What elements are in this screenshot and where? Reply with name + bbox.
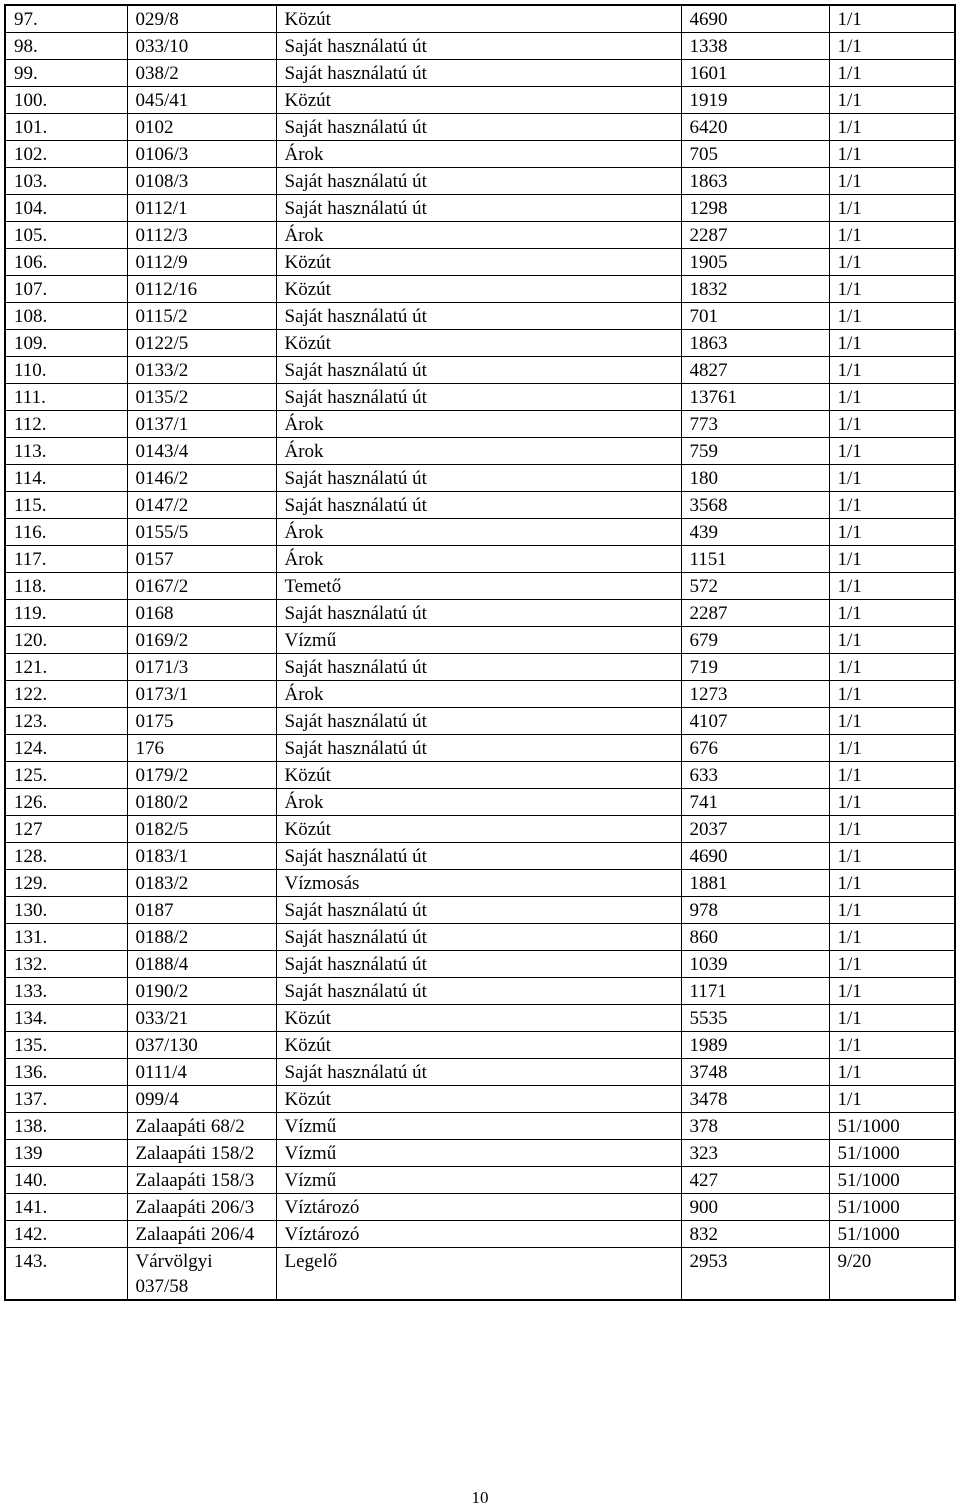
area-cell: 5535: [681, 1005, 829, 1032]
ownership-share-cell: 1/1: [829, 411, 955, 438]
ownership-share-cell: 1/1: [829, 816, 955, 843]
parcel-id-cell: 0188/2: [127, 924, 276, 951]
land-use-cell: Közút: [276, 249, 681, 276]
land-use-cell: Saját használatú út: [276, 1059, 681, 1086]
parcel-id-cell: 0122/5: [127, 330, 276, 357]
land-use-cell: Közút: [276, 816, 681, 843]
table-row: [5, 627, 955, 654]
row-number-cell: 113.: [5, 438, 127, 465]
table-row: [5, 1221, 955, 1248]
parcel-table: [4, 4, 956, 1301]
area-cell: 323: [681, 1140, 829, 1167]
parcel-id-cell: 0157: [127, 546, 276, 573]
ownership-share-cell: 51/1000: [829, 1113, 955, 1140]
area-cell: 1919: [681, 87, 829, 114]
row-number-cell: 117.: [5, 546, 127, 573]
ownership-share-cell: 51/1000: [829, 1140, 955, 1167]
area-cell: 4690: [681, 843, 829, 870]
area-cell: 4827: [681, 357, 829, 384]
land-use-cell: Legelő: [276, 1248, 681, 1301]
parcel-id-cell: 0147/2: [127, 492, 276, 519]
land-use-cell: Közút: [276, 87, 681, 114]
area-cell: 3478: [681, 1086, 829, 1113]
table-row: [5, 168, 955, 195]
table-row: [5, 465, 955, 492]
land-use-cell: Árok: [276, 681, 681, 708]
area-cell: 427: [681, 1167, 829, 1194]
table-row: [5, 303, 955, 330]
row-number-cell: 108.: [5, 303, 127, 330]
row-number-cell: 99.: [5, 60, 127, 87]
table-row: [5, 114, 955, 141]
table-row: [5, 762, 955, 789]
land-use-cell: Árok: [276, 141, 681, 168]
ownership-share-cell: 1/1: [829, 33, 955, 60]
table-row: [5, 546, 955, 573]
table-row: [5, 519, 955, 546]
land-use-cell: Saját használatú út: [276, 33, 681, 60]
ownership-share-cell: 1/1: [829, 573, 955, 600]
row-number-cell: 118.: [5, 573, 127, 600]
land-use-cell: Közút: [276, 1005, 681, 1032]
row-number-cell: 129.: [5, 870, 127, 897]
parcel-id-cell: Zalaapáti 206/4: [127, 1221, 276, 1248]
ownership-share-cell: 1/1: [829, 654, 955, 681]
parcel-id-cell: 0112/16: [127, 276, 276, 303]
ownership-share-cell: 1/1: [829, 60, 955, 87]
area-cell: 900: [681, 1194, 829, 1221]
land-use-cell: Saját használatú út: [276, 114, 681, 141]
table-row: [5, 276, 955, 303]
area-cell: 1273: [681, 681, 829, 708]
parcel-id-cell: Várvölgyi 037/58: [127, 1248, 276, 1301]
parcel-id-cell: 0190/2: [127, 978, 276, 1005]
ownership-share-cell: 1/1: [829, 87, 955, 114]
row-number-cell: 111.: [5, 384, 127, 411]
land-use-cell: Saját használatú út: [276, 708, 681, 735]
row-number-cell: 114.: [5, 465, 127, 492]
parcel-id-cell: 0143/4: [127, 438, 276, 465]
land-use-cell: Temető: [276, 573, 681, 600]
ownership-share-cell: 1/1: [829, 735, 955, 762]
area-cell: 4690: [681, 5, 829, 33]
area-cell: 572: [681, 573, 829, 600]
land-use-cell: Saját használatú út: [276, 303, 681, 330]
table-row: [5, 816, 955, 843]
table-row: [5, 1194, 955, 1221]
land-use-cell: Árok: [276, 789, 681, 816]
ownership-share-cell: 1/1: [829, 924, 955, 951]
ownership-share-cell: 1/1: [829, 384, 955, 411]
area-cell: 679: [681, 627, 829, 654]
area-cell: 978: [681, 897, 829, 924]
area-cell: 13761: [681, 384, 829, 411]
area-cell: 1338: [681, 33, 829, 60]
land-use-cell: Árok: [276, 519, 681, 546]
table-row: [5, 330, 955, 357]
row-number-cell: 121.: [5, 654, 127, 681]
ownership-share-cell: 1/1: [829, 303, 955, 330]
ownership-share-cell: 9/20: [829, 1248, 955, 1301]
area-cell: 2037: [681, 816, 829, 843]
table-row: [5, 438, 955, 465]
parcel-id-cell: 0179/2: [127, 762, 276, 789]
area-cell: 3748: [681, 1059, 829, 1086]
land-use-cell: Saját használatú út: [276, 195, 681, 222]
table-row: [5, 195, 955, 222]
parcel-id-cell: 029/8: [127, 5, 276, 33]
table-row: [5, 411, 955, 438]
parcel-id-cell: 0155/5: [127, 519, 276, 546]
ownership-share-cell: 1/1: [829, 5, 955, 33]
table-row: [5, 384, 955, 411]
area-cell: 439: [681, 519, 829, 546]
table-row: [5, 249, 955, 276]
land-use-cell: Saját használatú út: [276, 384, 681, 411]
area-cell: 676: [681, 735, 829, 762]
land-use-cell: Saját használatú út: [276, 735, 681, 762]
ownership-share-cell: 1/1: [829, 330, 955, 357]
table-row: [5, 1086, 955, 1113]
land-use-cell: Árok: [276, 222, 681, 249]
parcel-id-cell: 0175: [127, 708, 276, 735]
parcel-table-body: [5, 5, 955, 1300]
ownership-share-cell: 1/1: [829, 168, 955, 195]
row-number-cell: 126.: [5, 789, 127, 816]
parcel-id-cell: 0108/3: [127, 168, 276, 195]
row-number-cell: 100.: [5, 87, 127, 114]
land-use-cell: Vízmű: [276, 1113, 681, 1140]
area-cell: 2287: [681, 222, 829, 249]
area-cell: 2287: [681, 600, 829, 627]
row-number-cell: 119.: [5, 600, 127, 627]
ownership-share-cell: 1/1: [829, 897, 955, 924]
table-row: [5, 708, 955, 735]
row-number-cell: 136.: [5, 1059, 127, 1086]
table-row: [5, 60, 955, 87]
ownership-share-cell: 1/1: [829, 789, 955, 816]
row-number-cell: 105.: [5, 222, 127, 249]
parcel-id-cell: 037/130: [127, 1032, 276, 1059]
land-use-cell: Saját használatú út: [276, 492, 681, 519]
row-number-cell: 130.: [5, 897, 127, 924]
parcel-id-cell: 0137/1: [127, 411, 276, 438]
ownership-share-cell: 1/1: [829, 1059, 955, 1086]
table-row: [5, 1059, 955, 1086]
document-page: [4, 4, 954, 1301]
parcel-id-cell: 033/21: [127, 1005, 276, 1032]
row-number-cell: 127: [5, 816, 127, 843]
ownership-share-cell: 1/1: [829, 114, 955, 141]
table-row: [5, 33, 955, 60]
row-number-cell: 116.: [5, 519, 127, 546]
row-number-cell: 107.: [5, 276, 127, 303]
land-use-cell: Vízmosás: [276, 870, 681, 897]
parcel-id-cell: 0171/3: [127, 654, 276, 681]
table-row: [5, 573, 955, 600]
parcel-id-cell: 176: [127, 735, 276, 762]
row-number-cell: 143.: [5, 1248, 127, 1301]
table-row: [5, 924, 955, 951]
parcel-id-cell: 0168: [127, 600, 276, 627]
land-use-cell: Saját használatú út: [276, 924, 681, 951]
table-row: [5, 1005, 955, 1032]
land-use-cell: Közút: [276, 276, 681, 303]
area-cell: 2953: [681, 1248, 829, 1301]
land-use-cell: Saját használatú út: [276, 978, 681, 1005]
area-cell: 1298: [681, 195, 829, 222]
table-row: [5, 1248, 955, 1301]
parcel-id-cell: 0112/1: [127, 195, 276, 222]
area-cell: 180: [681, 465, 829, 492]
area-cell: 759: [681, 438, 829, 465]
ownership-share-cell: 51/1000: [829, 1167, 955, 1194]
row-number-cell: 132.: [5, 951, 127, 978]
table-row: [5, 870, 955, 897]
land-use-cell: Vízmű: [276, 1140, 681, 1167]
parcel-id-cell: 0102: [127, 114, 276, 141]
row-number-cell: 106.: [5, 249, 127, 276]
land-use-cell: Saját használatú út: [276, 897, 681, 924]
land-use-cell: Vízmű: [276, 1167, 681, 1194]
ownership-share-cell: 1/1: [829, 357, 955, 384]
row-number-cell: 123.: [5, 708, 127, 735]
table-row: [5, 1113, 955, 1140]
parcel-id-cell: 0111/4: [127, 1059, 276, 1086]
row-number-cell: 133.: [5, 978, 127, 1005]
table-row: [5, 951, 955, 978]
ownership-share-cell: 1/1: [829, 519, 955, 546]
area-cell: 773: [681, 411, 829, 438]
row-number-cell: 120.: [5, 627, 127, 654]
parcel-id-cell: 0106/3: [127, 141, 276, 168]
ownership-share-cell: 1/1: [829, 1032, 955, 1059]
table-row: [5, 87, 955, 114]
area-cell: 701: [681, 303, 829, 330]
table-row: [5, 897, 955, 924]
area-cell: 860: [681, 924, 829, 951]
land-use-cell: Árok: [276, 546, 681, 573]
parcel-id-cell: 0135/2: [127, 384, 276, 411]
ownership-share-cell: 1/1: [829, 546, 955, 573]
parcel-id-cell: 0187: [127, 897, 276, 924]
row-number-cell: 140.: [5, 1167, 127, 1194]
area-cell: 1863: [681, 168, 829, 195]
row-number-cell: 134.: [5, 1005, 127, 1032]
ownership-share-cell: 1/1: [829, 438, 955, 465]
ownership-share-cell: 1/1: [829, 708, 955, 735]
parcel-id-cell: 0112/9: [127, 249, 276, 276]
parcel-id-cell: 0115/2: [127, 303, 276, 330]
row-number-cell: 110.: [5, 357, 127, 384]
area-cell: 832: [681, 1221, 829, 1248]
ownership-share-cell: 1/1: [829, 195, 955, 222]
parcel-id-cell: 045/41: [127, 87, 276, 114]
ownership-share-cell: 1/1: [829, 492, 955, 519]
land-use-cell: Saját használatú út: [276, 654, 681, 681]
land-use-cell: Saját használatú út: [276, 465, 681, 492]
parcel-id-cell: 0167/2: [127, 573, 276, 600]
ownership-share-cell: 1/1: [829, 843, 955, 870]
table-row: [5, 141, 955, 168]
parcel-id-cell: Zalaapáti 206/3: [127, 1194, 276, 1221]
row-number-cell: 139: [5, 1140, 127, 1167]
ownership-share-cell: 1/1: [829, 600, 955, 627]
ownership-share-cell: 1/1: [829, 762, 955, 789]
land-use-cell: Saját használatú út: [276, 843, 681, 870]
row-number-cell: 97.: [5, 5, 127, 33]
row-number-cell: 104.: [5, 195, 127, 222]
table-row: [5, 5, 955, 33]
table-row: [5, 654, 955, 681]
land-use-cell: Közút: [276, 1032, 681, 1059]
table-row: [5, 222, 955, 249]
ownership-share-cell: 1/1: [829, 951, 955, 978]
row-number-cell: 98.: [5, 33, 127, 60]
area-cell: 1989: [681, 1032, 829, 1059]
parcel-id-cell: 038/2: [127, 60, 276, 87]
area-cell: 1832: [681, 276, 829, 303]
parcel-id-cell: 0188/4: [127, 951, 276, 978]
parcel-id-cell: 0182/5: [127, 816, 276, 843]
land-use-cell: Árok: [276, 438, 681, 465]
row-number-cell: 102.: [5, 141, 127, 168]
land-use-cell: Saját használatú út: [276, 168, 681, 195]
ownership-share-cell: 51/1000: [829, 1221, 955, 1248]
table-row: [5, 681, 955, 708]
area-cell: 705: [681, 141, 829, 168]
land-use-cell: Víztározó: [276, 1221, 681, 1248]
area-cell: 741: [681, 789, 829, 816]
page-number: 10: [471, 1488, 489, 1507]
parcel-id-cell: Zalaapáti 158/2: [127, 1140, 276, 1167]
ownership-share-cell: 1/1: [829, 627, 955, 654]
row-number-cell: 142.: [5, 1221, 127, 1248]
area-cell: 6420: [681, 114, 829, 141]
ownership-share-cell: 1/1: [829, 141, 955, 168]
land-use-cell: Saját használatú út: [276, 357, 681, 384]
table-row: [5, 1167, 955, 1194]
land-use-cell: Közút: [276, 762, 681, 789]
table-row: [5, 357, 955, 384]
land-use-cell: Saját használatú út: [276, 951, 681, 978]
land-use-cell: Saját használatú út: [276, 60, 681, 87]
row-number-cell: 112.: [5, 411, 127, 438]
table-row: [5, 492, 955, 519]
row-number-cell: 138.: [5, 1113, 127, 1140]
land-use-cell: Saját használatú út: [276, 600, 681, 627]
area-cell: 633: [681, 762, 829, 789]
parcel-id-cell: 0112/3: [127, 222, 276, 249]
parcel-id-cell: 0173/1: [127, 681, 276, 708]
ownership-share-cell: 1/1: [829, 249, 955, 276]
parcel-id-cell: 0146/2: [127, 465, 276, 492]
area-cell: 1151: [681, 546, 829, 573]
parcel-id-cell: Zalaapáti 158/3: [127, 1167, 276, 1194]
area-cell: 378: [681, 1113, 829, 1140]
ownership-share-cell: 1/1: [829, 222, 955, 249]
parcel-id-cell: 0169/2: [127, 627, 276, 654]
ownership-share-cell: 1/1: [829, 465, 955, 492]
table-row: [5, 789, 955, 816]
area-cell: 1039: [681, 951, 829, 978]
parcel-id-cell: 033/10: [127, 33, 276, 60]
area-cell: 719: [681, 654, 829, 681]
area-cell: 1881: [681, 870, 829, 897]
parcel-id-cell: 0183/2: [127, 870, 276, 897]
row-number-cell: 109.: [5, 330, 127, 357]
parcel-id-cell: 0133/2: [127, 357, 276, 384]
row-number-cell: 124.: [5, 735, 127, 762]
land-use-cell: Víztározó: [276, 1194, 681, 1221]
area-cell: 3568: [681, 492, 829, 519]
area-cell: 1171: [681, 978, 829, 1005]
row-number-cell: 125.: [5, 762, 127, 789]
row-number-cell: 122.: [5, 681, 127, 708]
table-row: [5, 735, 955, 762]
ownership-share-cell: 51/1000: [829, 1194, 955, 1221]
table-row: [5, 1032, 955, 1059]
parcel-id-cell: 099/4: [127, 1086, 276, 1113]
ownership-share-cell: 1/1: [829, 870, 955, 897]
row-number-cell: 135.: [5, 1032, 127, 1059]
ownership-share-cell: 1/1: [829, 1005, 955, 1032]
ownership-share-cell: 1/1: [829, 1086, 955, 1113]
ownership-share-cell: 1/1: [829, 681, 955, 708]
row-number-cell: 131.: [5, 924, 127, 951]
ownership-share-cell: 1/1: [829, 276, 955, 303]
land-use-cell: Vízmű: [276, 627, 681, 654]
land-use-cell: Árok: [276, 411, 681, 438]
ownership-share-cell: 1/1: [829, 978, 955, 1005]
parcel-id-cell: 0183/1: [127, 843, 276, 870]
row-number-cell: 103.: [5, 168, 127, 195]
area-cell: 4107: [681, 708, 829, 735]
row-number-cell: 128.: [5, 843, 127, 870]
area-cell: 1905: [681, 249, 829, 276]
land-use-cell: Közút: [276, 5, 681, 33]
parcel-id-cell: Zalaapáti 68/2: [127, 1113, 276, 1140]
row-number-cell: 115.: [5, 492, 127, 519]
table-row: [5, 600, 955, 627]
area-cell: 1863: [681, 330, 829, 357]
row-number-cell: 101.: [5, 114, 127, 141]
table-row: [5, 843, 955, 870]
table-row: [5, 1140, 955, 1167]
row-number-cell: 141.: [5, 1194, 127, 1221]
land-use-cell: Közút: [276, 330, 681, 357]
parcel-id-cell: 0180/2: [127, 789, 276, 816]
row-number-cell: 137.: [5, 1086, 127, 1113]
area-cell: 1601: [681, 60, 829, 87]
land-use-cell: Közút: [276, 1086, 681, 1113]
table-row: [5, 978, 955, 1005]
